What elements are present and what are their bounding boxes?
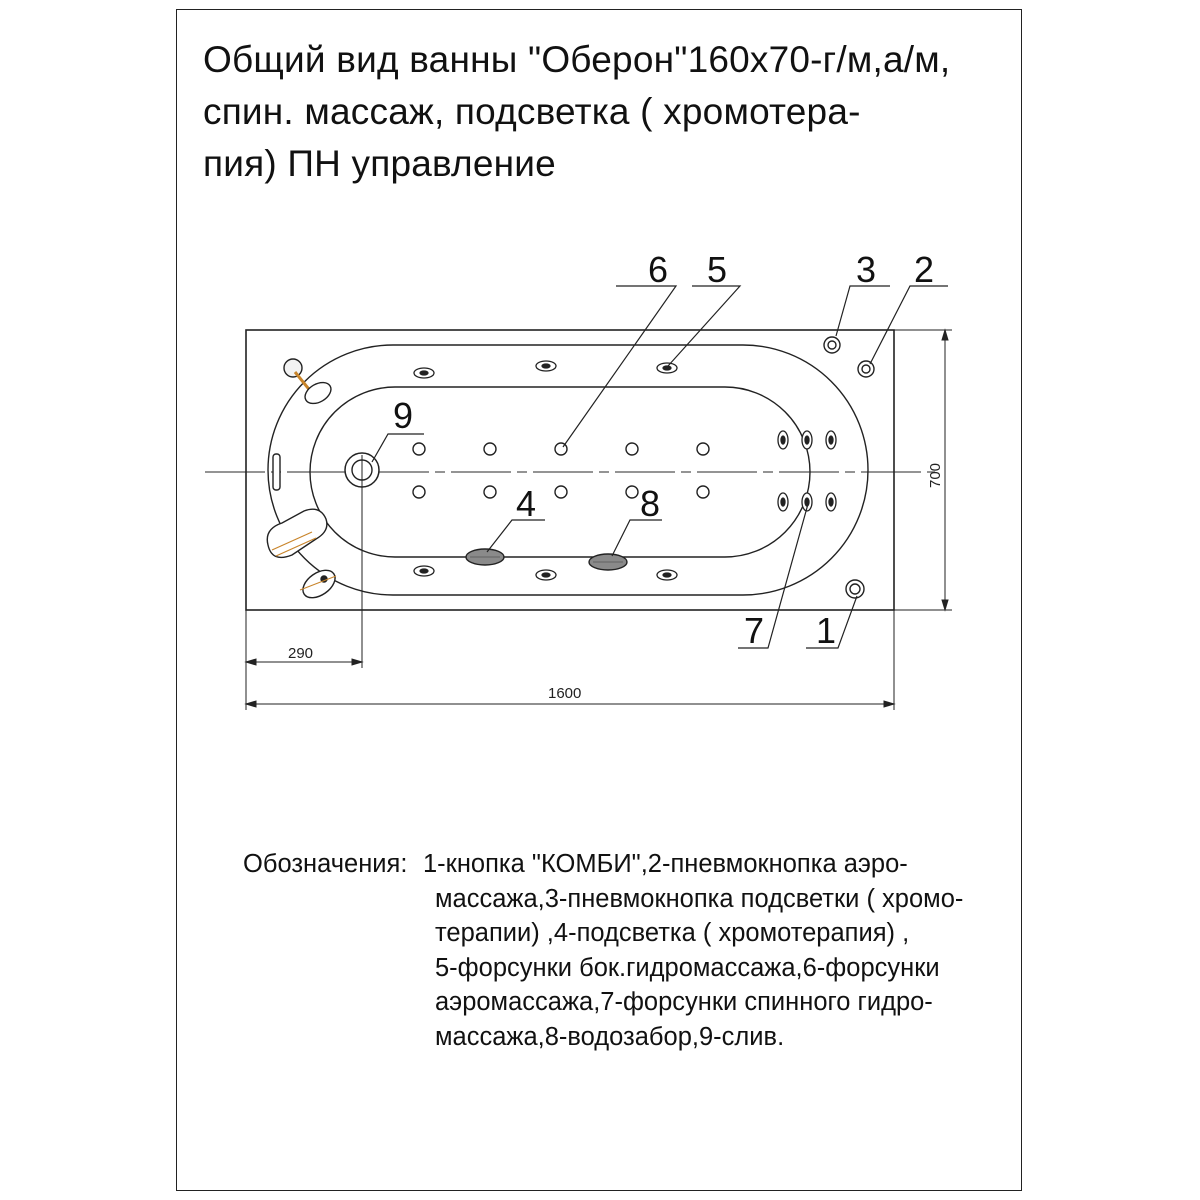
callout-5: 5 xyxy=(707,249,728,290)
title-line: пия) ПН управление xyxy=(203,143,556,184)
aero-jet xyxy=(626,443,638,455)
callout-3: 3 xyxy=(856,249,877,290)
drain-offset-label: 290 xyxy=(288,645,314,662)
title-line: Общий вид ванны "Оберон"160х70-г/м,а/м, xyxy=(203,39,951,80)
aero-jet xyxy=(413,486,425,498)
aero-button-icon xyxy=(858,361,874,377)
callout-4: 4 xyxy=(516,483,537,524)
back-jet xyxy=(826,493,836,511)
side-jet xyxy=(657,570,677,580)
legend-label: Обозначения: xyxy=(243,850,408,878)
callout-9: 9 xyxy=(393,395,414,436)
aero-jet xyxy=(626,486,638,498)
back-jet xyxy=(802,431,812,449)
side-jet xyxy=(657,363,677,373)
callout-8: 8 xyxy=(640,483,661,524)
callout-7: 7 xyxy=(744,610,765,651)
callout-2: 2 xyxy=(914,249,935,290)
aero-jet xyxy=(484,486,496,498)
legend-line: аэромассажа,7-форсунки спинного гидро- xyxy=(435,988,933,1016)
legend xyxy=(423,847,1023,1054)
back-jet xyxy=(778,493,788,511)
aero-jet xyxy=(413,443,425,455)
chromotherapy-light-icon xyxy=(466,549,504,565)
legend-line: терапии) ,4-подсветка ( хромотерапия) , xyxy=(435,919,910,947)
aero-jet xyxy=(484,443,496,455)
title-line: спин. массаж, подсветка ( хромотера- xyxy=(203,91,861,132)
back-massage-jets xyxy=(778,431,836,511)
callout-6: 6 xyxy=(648,249,669,290)
back-jet xyxy=(778,431,788,449)
callout-1: 1 xyxy=(816,610,837,651)
width-dimension-label: 700 xyxy=(927,462,944,488)
length-dimension-label: 1600 xyxy=(548,685,582,702)
side-jet xyxy=(536,361,556,371)
legend-line: 1-кнопка "КОМБИ",2-пневмокнопка аэро- xyxy=(423,850,908,878)
side-hydro-jets xyxy=(414,361,677,580)
side-jet xyxy=(536,570,556,580)
legend-line: 5-форсунки бок.гидромассажа,6-форсунки xyxy=(435,953,940,982)
overflow-icon xyxy=(273,454,280,490)
aero-jet xyxy=(697,443,709,455)
water-intake-icon xyxy=(589,554,627,570)
aero-jets xyxy=(413,443,709,498)
legend-line: массажа,3-пневмокнопка подсветки ( хромо- xyxy=(435,884,964,913)
tub-outline xyxy=(246,330,894,610)
side-jet xyxy=(414,566,434,576)
combi-button-icon xyxy=(846,580,864,598)
back-jet xyxy=(826,431,836,449)
handle-icon xyxy=(284,359,335,408)
legend-line: массажа,8-водозабор,9-слив. xyxy=(435,1022,785,1051)
aero-jet xyxy=(697,486,709,498)
light-button-icon xyxy=(824,337,840,353)
aero-jet xyxy=(555,486,567,498)
side-jet xyxy=(414,368,434,378)
drain-offset-dimension xyxy=(246,455,362,668)
